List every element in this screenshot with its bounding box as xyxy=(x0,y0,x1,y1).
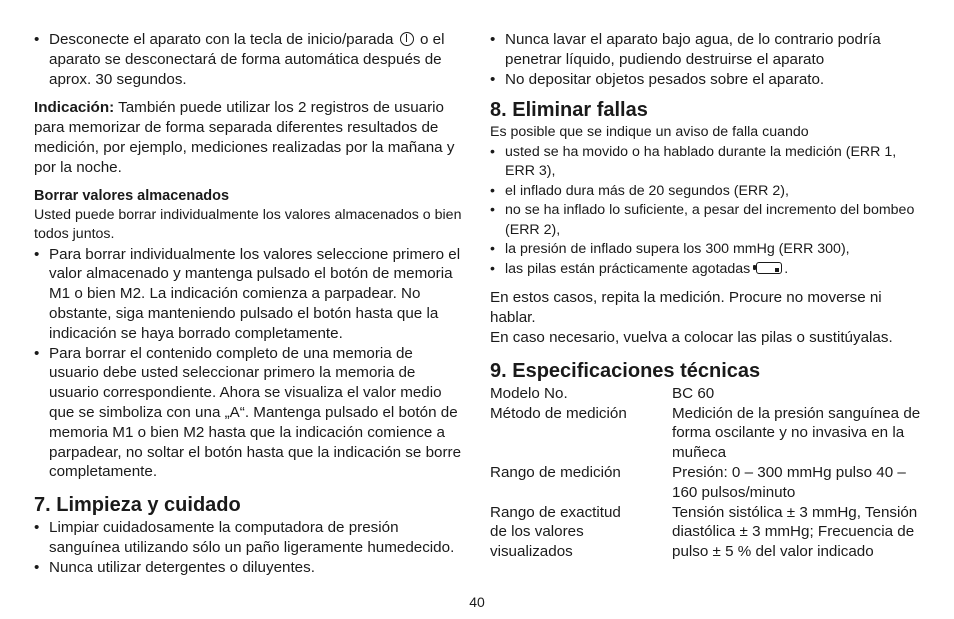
spec-table xyxy=(490,384,922,562)
list-item: • la presión de inflado supera los 300 mmHg (ERR 300), xyxy=(490,240,922,260)
spec-value: Tensión sistólica ± 3 mmHg, Tensión diastólica ± 3 mmHg; Frecuencia de pulso ± 5 % del valor indicado xyxy=(672,503,918,561)
indicacion-paragraph xyxy=(34,98,466,177)
fallas-heading: 8. Eliminar fallas xyxy=(490,99,648,122)
fallas-intro: Es posible que se indique un aviso de falla cuando xyxy=(490,124,809,141)
right-column xyxy=(490,30,922,562)
disconnect-list xyxy=(34,30,466,89)
spec-label: Método de medición xyxy=(490,404,627,422)
borrar-list xyxy=(34,245,466,483)
borrar-heading: Borrar valores almacenados xyxy=(34,187,230,204)
spec-value: Medición de la presión sanguínea de forma oscilante y no invasiva en la muñeca xyxy=(672,404,921,462)
list-item: • Para borrar el contenido completo de una memoria de usuario debe usted seleccionar primero la memoria de usuario correspondiente. Ahora se visualiza el valor medio que se simboliza con una „A“. Mantenga pulsado el botón de memoria M1 o bien M2 hasta que la indicación comience a parpadear, no soltar el botón hasta que la indicación se borre completamente. xyxy=(34,344,466,483)
list-item: • Nunca lavar el aparato bajo agua, de lo contrario podría penetrar líquido, pudiendo destruirse el aparato xyxy=(490,30,922,70)
borrar-intro: Usted puede borrar individualmente los valores almacenados o bien todos juntos. xyxy=(34,206,462,243)
fallas-paragraph-2: En caso necesario, vuelva a colocar las pilas o sustitúyalas. xyxy=(490,328,893,346)
indicacion-label: Indicación: xyxy=(34,99,115,117)
list-item: • Desconecte el aparato con la tecla de inicio/parada o el aparato se desconectará de forma automática después de aprox. 30 segundos. xyxy=(34,30,466,89)
spec-label: Rango de exactitud de los valores visualizados xyxy=(490,503,621,561)
list-item: • Para borrar individualmente los valores seleccione primero el valor almacenado y mantenga pulsado el botón de memoria M1 o bien M2. La indicación comienza a parpadear. No obstante, siga manteniendo pulsado el botón hasta que la indicación se haya borrado completamente. xyxy=(34,245,466,344)
list-item: • el inflado dura más de 20 segundos (ERR 2), xyxy=(490,182,922,202)
page-number: 40 xyxy=(469,594,485,610)
fallas-paragraph-1: En estos casos, repita la medición. Procure no moverse ni hablar. xyxy=(490,289,882,327)
list-item: • usted se ha movido o ha hablado durante la medición (ERR 1, ERR 3), xyxy=(490,143,922,182)
list-item: • Nunca utilizar detergentes o diluyentes. xyxy=(34,558,466,578)
table-row xyxy=(490,503,922,562)
limpieza-heading: 7. Limpieza y cuidado xyxy=(34,494,241,517)
table-row xyxy=(490,384,922,404)
spec-heading: 9. Especificaciones técnicas xyxy=(490,359,761,382)
fallas-list xyxy=(490,143,922,280)
low-battery-icon xyxy=(756,262,782,274)
spec-label: Rango de medición xyxy=(490,463,621,481)
table-row xyxy=(490,463,922,503)
indicacion-text: También puede utilizar los 2 registros de usuario para memorizar de forma separada diferentes resultados de medición, por ejemplo, mediciones realizadas por la mañana y por la noche. xyxy=(34,99,455,176)
spec-label: Modelo No. xyxy=(490,384,568,402)
table-row xyxy=(490,404,922,463)
limpieza-list xyxy=(34,518,466,577)
care-list xyxy=(490,30,922,89)
list-item: • Limpiar cuidadosamente la computadora de presión sanguínea utilizando sólo un paño ligeramente humedecido. xyxy=(34,518,466,558)
left-column xyxy=(34,30,466,578)
list-item: • no se ha inflado lo suficiente, a pesar del incremento del bombeo (ERR 2), xyxy=(490,201,922,240)
power-button-icon xyxy=(400,32,414,46)
spec-value: BC 60 xyxy=(672,384,715,402)
list-item: • las pilas están prácticamente agotadas . xyxy=(490,260,922,280)
spec-value: Presión: 0 – 300 mmHg pulso 40 – 160 pulsos/minuto xyxy=(672,463,906,501)
list-item: • No depositar objetos pesados sobre el aparato. xyxy=(490,70,922,90)
